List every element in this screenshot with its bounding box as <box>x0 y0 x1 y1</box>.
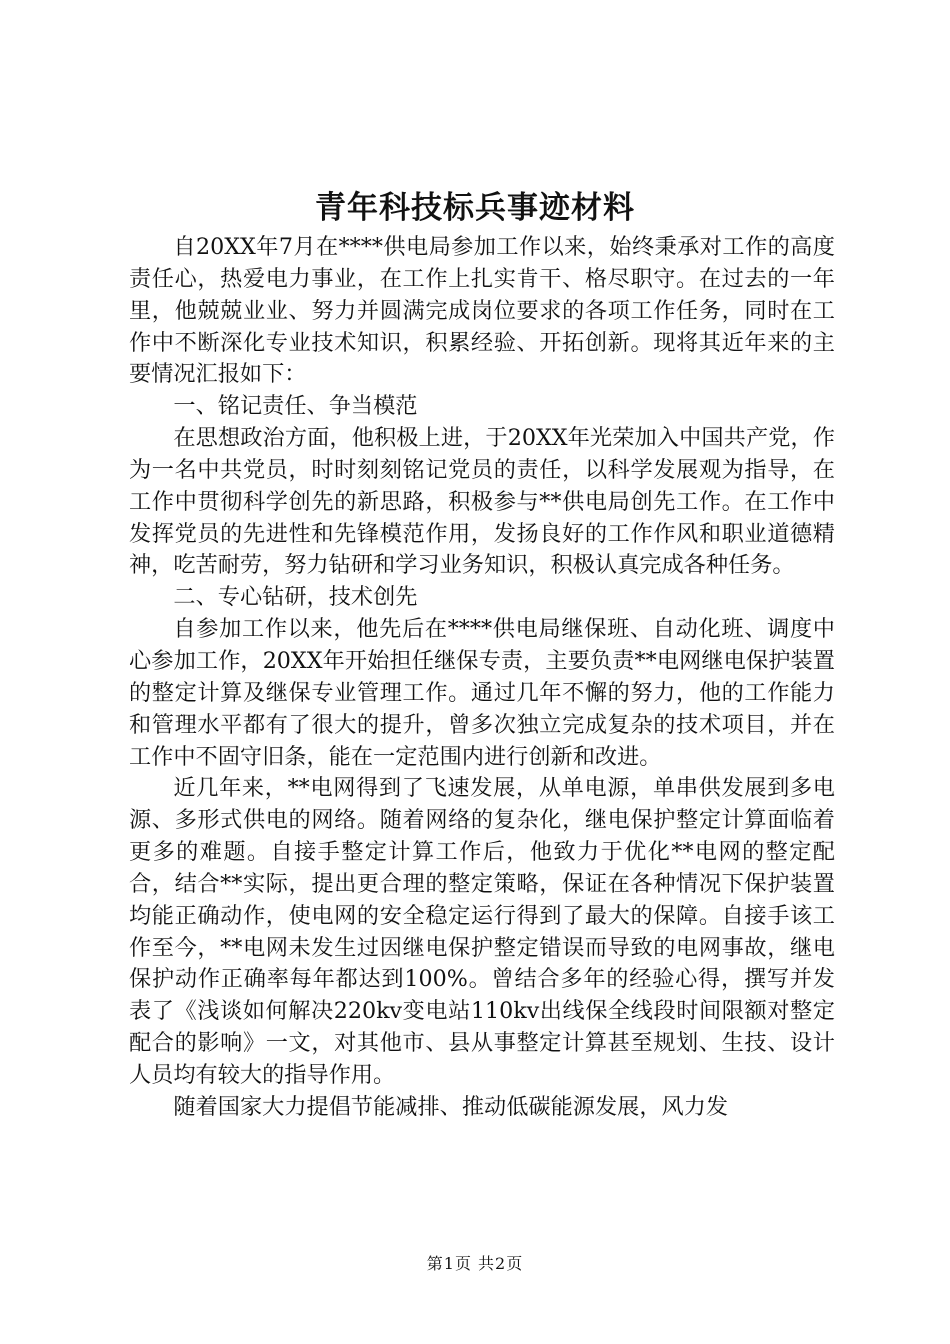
paragraph-energy: 随着国家大力提倡节能减排、推动低碳能源发展，风力发 <box>173 1093 729 1120</box>
paragraph-intro: 自20XX年7月在****供电局参加工作以来，始终秉承对工作的高度责任心，热爱电力事业，在工作上扎实肯干、格尽职守。在过去的一年里，他兢兢业业、努力并圆满完成岗位要求的各项工作任务，同时在工作中不断深化专业技术知识，积累经验、开拓创新。现将其近年来的主要情况汇报如下： <box>129 234 835 388</box>
paragraph-grid-development: 近几年来，**电网得到了飞速发展，从单电源，单串供发展到多电源、多形式供电的网络。随着网络的复杂化，继电保护整定计算面临着更多的难题。自接手整定计算工作后，他致力于优化**电网的整定配合，结合**实际，提出更合理的整定策略，保证在各种情况下保护装置均能正确动作，使电网的安全稳定运行得到了最大的保障。自接手该工作至今，**电网未发生过因继电保护整定错误而导致的电网事故，继电保护动作正确率每年都达到100%。曾结合多年的经验心得，撰写并发表了《浅谈如何解决220kv变电站110kv出线保全线段时间限额对整定配合的影响》一文，对其他市、县从事整定计算甚至规划、生技、设计人员均有较大的指导作用。 <box>129 775 835 1088</box>
section-heading-2: 二、专心钻研，技术创先 <box>173 584 418 611</box>
document-title: 青年科技标兵事迹材料 <box>315 190 635 226</box>
section-heading-1: 一、铭记责任、争当模范 <box>173 393 418 420</box>
page-footer: 第1页 共2页 <box>426 1254 524 1273</box>
paragraph-political: 在思想政治方面，他积极上进，于20XX年光荣加入中国共产党，作为一名中共党员，时时刻刻铭记党员的责任，以科学发展观为指导，在工作中贯彻科学创先的新思路，积极参与**供电局创先工作。在工作中发挥党员的先进性和先锋模范作用，发扬良好的工作作风和职业道德精神，吃苦耐劳，努力钻研和学习业务知识，积极认真完成各种任务。 <box>129 425 835 579</box>
document-body <box>129 232 835 1124</box>
paragraph-work-history: 自参加工作以来，他先后在****供电局继保班、自动化班、调度中心参加工作，20XX年开始担任继保专责，主要负责**电网继电保护装置的整定计算及继保专业管理工作。通过几年不懈的努力，他的工作能力和管理水平都有了很大的提升，曾多次独立完成复杂的技术项目，并在工作中不固守旧条，能在一定范围内进行创新和改进。 <box>129 616 835 770</box>
